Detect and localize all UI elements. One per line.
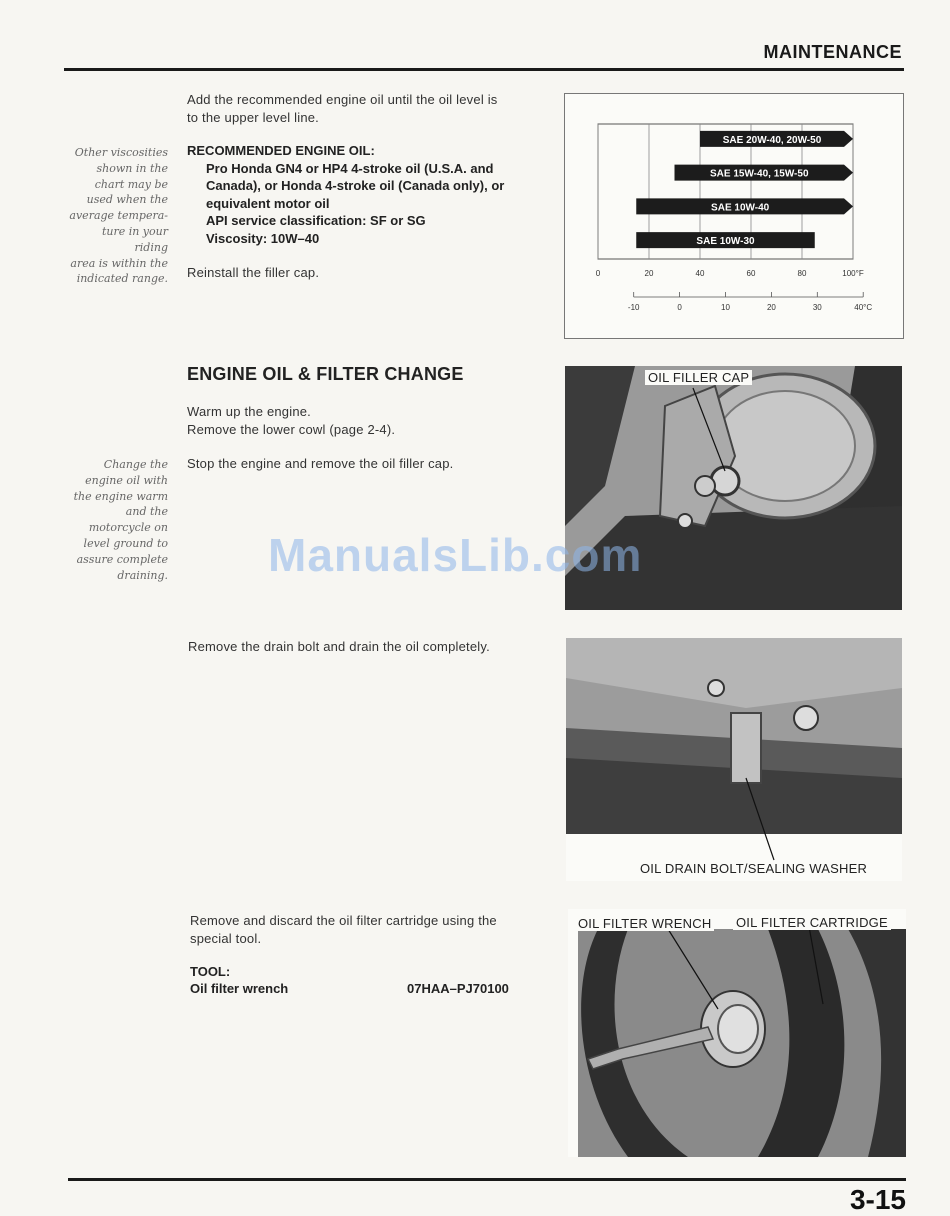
viscosity-line: Viscosity: 10W–40 <box>206 230 320 246</box>
margin-note-line: motorcycle on <box>88 521 168 535</box>
margin-note-line: used when the <box>86 193 168 207</box>
fahrenheit-tick-label: 20 <box>644 269 654 278</box>
footer-rule <box>68 1178 906 1181</box>
fahrenheit-tick-label: 40 <box>695 269 705 278</box>
intro-text <box>187 91 498 126</box>
celsius-tick-label: 40°C <box>854 303 873 312</box>
page-number: 3-15 <box>849 1184 906 1215</box>
intro-line: to the upper level line. <box>187 109 319 125</box>
viscosity-chart-frame <box>564 93 904 339</box>
reinstall-cap-text: Reinstall the filler cap. <box>187 265 320 280</box>
celsius-tick-label: 30 <box>812 303 822 312</box>
margin-note-line: shown in the <box>96 161 168 175</box>
fahrenheit-tick-label: 60 <box>746 269 756 278</box>
oil-filter-cartridge-label: OIL FILTER CARTRIDGE <box>733 915 891 930</box>
recommended-oil-block <box>187 142 504 247</box>
drain-oil-text: Remove the drain bolt and drain the oil completely. <box>188 639 490 654</box>
intro-line: Add the recommended engine oil until the oil level is <box>187 92 498 107</box>
margin-note-line: indicated range. <box>76 272 168 286</box>
drain-bolt-label: OIL DRAIN BOLT/SEALING WASHER <box>637 861 870 876</box>
margin-note-line: draining. <box>117 568 168 582</box>
margin-note-line: and the <box>125 505 168 519</box>
viscosity-bar-label: SAE 10W-40 <box>711 202 770 214</box>
fahrenheit-tick-label: 80 <box>797 269 807 278</box>
prep-step-line: Warm up the engine. <box>187 404 311 419</box>
drain-bolt-photo <box>566 638 902 881</box>
tool-row <box>190 980 509 998</box>
fahrenheit-tick-label: 100°F <box>842 269 864 278</box>
oil-filter-wrench-label: OIL FILTER WRENCH <box>575 916 714 931</box>
margin-note-line: ture in your riding <box>101 224 168 254</box>
prep-step-line: Remove the lower cowl (page 2-4). <box>187 421 396 437</box>
recommended-oil-heading: RECOMMENDED ENGINE OIL: <box>187 143 375 158</box>
viscosity-bar-label: SAE 10W-30 <box>696 236 755 248</box>
margin-note-viscosity <box>68 145 168 287</box>
viscosity-bar-label: SAE 15W-40, 15W-50 <box>709 168 809 180</box>
tool-name: Oil filter wrench <box>190 981 289 996</box>
filter-illustration <box>568 909 906 1157</box>
celsius-tick-label: 10 <box>721 303 730 312</box>
recommended-oil-line: Pro Honda GN4 or HP4 4-stroke oil (U.S.A. and <box>206 160 494 176</box>
margin-note-line: Other viscosities <box>74 146 168 159</box>
tool-part-number: 07HAA–PJ70100 <box>407 981 509 996</box>
prep-steps <box>187 403 395 438</box>
filter-removal-line: special tool. <box>190 930 262 946</box>
viscosity-bar-label: SAE 20W-40, 20W-50 <box>722 134 822 146</box>
margin-note-warm-engine <box>68 457 168 583</box>
oil-filter-photo <box>568 909 906 1157</box>
watermark: ManualsLib.com <box>268 529 643 581</box>
chart-bars <box>636 131 853 248</box>
celsius-tick-label: 0 <box>677 303 682 312</box>
filter-removal-text <box>190 912 497 947</box>
fahrenheit-tick-label: 0 <box>595 269 601 278</box>
margin-note-line: area is within the <box>70 256 168 270</box>
margin-note-line: Change the <box>103 458 168 471</box>
oil-filler-cap-label: OIL FILLER CAP <box>645 370 752 385</box>
section-title: MAINTENANCE <box>763 42 902 62</box>
recommended-oil-line: equivalent motor oil <box>206 195 330 211</box>
drain-illustration <box>566 638 902 881</box>
margin-note-line: chart may be <box>94 177 168 191</box>
margin-note-line: level ground to <box>83 536 168 550</box>
api-classification-line: API service classification: SF or SG <box>206 213 426 228</box>
viscosity-chart <box>565 94 903 338</box>
section-heading: ENGINE OIL & FILTER CHANGE <box>187 364 464 384</box>
margin-note-line: assure complete <box>76 552 168 566</box>
celsius-tick-label: -10 <box>627 303 640 312</box>
recommended-oil-line: Canada), or Honda 4-stroke oil (Canada only), or <box>206 178 505 193</box>
tool-heading: TOOL: <box>190 964 231 979</box>
margin-note-line: average tempera- <box>69 209 168 223</box>
margin-note-line: engine oil with <box>85 473 168 487</box>
margin-note-line: the engine warm <box>73 489 168 503</box>
header-rule <box>64 68 904 71</box>
filter-removal-line: Remove and discard the oil filter cartridge using the <box>190 913 497 928</box>
celsius-tick-label: 20 <box>766 303 776 312</box>
stop-engine-text: Stop the engine and remove the oil filler cap. <box>187 456 454 471</box>
chart-ticks <box>596 269 873 312</box>
